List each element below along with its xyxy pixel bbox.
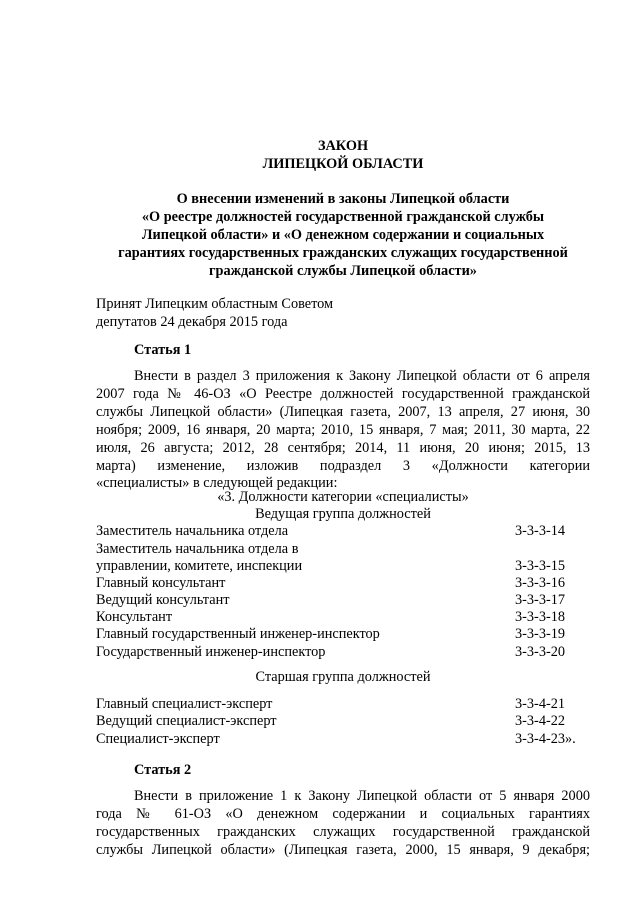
position-code: 3-3-3-20 [515, 644, 566, 660]
article-1-text-line: ноября; 2009, 16 января, 20 марта; 2010, 15 января, 7 мая; 2011, 30 марта, 22 [96, 422, 590, 438]
article-1-heading: Статья 1 [134, 342, 192, 358]
article-2-text-line: государственных гражданских служащих государственной гражданской [96, 824, 590, 840]
article-1-text-line: июля, 26 августа; 2012, 28 сентября; 2014, 11 июня, 20 июня; 2015, 13 [96, 440, 590, 456]
position-name: Главный государственный инженер-инспектор [96, 626, 380, 642]
position-code: 3-3-3-19 [515, 626, 566, 642]
article-2-heading: Статья 2 [134, 762, 192, 778]
article-1-text-line: марта) изменение, изложив подраздел 3 «Должности категории [96, 458, 590, 474]
position-name: Специалист-эксперт [96, 731, 220, 747]
position-code: 3-3-3-18 [515, 609, 566, 625]
position-code: 3-3-4-23». [515, 731, 576, 747]
article-1-text-line: 2007 года № 46-ОЗ «О Реестре должностей государственной гражданской [96, 386, 590, 402]
leading-group-title: Ведущая группа должностей [255, 506, 431, 522]
subtitle-line: О внесении изменений в законы Липецкой области [176, 191, 510, 207]
position-name: Консультант [96, 609, 173, 625]
subtitle-line: гражданской службы Липецкой области» [209, 263, 477, 279]
position-code: 3-3-3-15 [515, 558, 566, 574]
position-name: управлении, комитете, инспекции [96, 558, 303, 574]
article-2-text-line: Внести в приложение 1 к Закону Липецкой области от 5 января 2000 [134, 788, 590, 804]
position-name: Ведущий специалист-эксперт [96, 713, 277, 729]
article-1-text-line: службы Липецкой области» (Липецкая газета, 2007, 13 апреля, 27 июня, 30 [96, 404, 590, 420]
position-name: Заместитель начальника отдела [96, 523, 289, 539]
senior-group-title: Старшая группа должностей [255, 669, 431, 685]
position-code: 3-3-3-17 [515, 592, 566, 608]
law-title: ЗАКОН [317, 138, 369, 154]
article-1-text-line: «специалисты» в следующей редакции: [96, 475, 338, 491]
position-name: Государственный инженер-инспектор [96, 644, 326, 660]
subtitle-line: гарантиях государственных гражданских служащих государственной [118, 245, 568, 261]
position-name: Заместитель начальника отдела в [96, 541, 299, 557]
position-code: 3-3-3-14 [515, 523, 566, 539]
article-2-text-line: службы Липецкой области» (Липецкая газета, 2000, 15 января, 9 декабря; [96, 842, 590, 858]
position-code: 3-3-3-16 [515, 575, 566, 591]
subtitle-line: Липецкой области» и «О денежном содержании и социальных [141, 227, 545, 243]
position-name: Ведущий консультант [96, 592, 230, 608]
law-region: ЛИПЕЦКОЙ ОБЛАСТИ [262, 156, 424, 172]
section-title: «3. Должности категории «специалисты» [217, 489, 469, 505]
position-name: Главный специалист-эксперт [96, 696, 273, 712]
position-code: 3-3-4-21 [515, 696, 566, 712]
article-1-text-line: Внести в раздел 3 приложения к Закону Липецкой области от 6 апреля [134, 368, 590, 384]
adoption-line: Принят Липецким областным Советом [96, 296, 334, 312]
adoption-line: депутатов 24 декабря 2015 года [96, 314, 288, 330]
position-name: Главный консультант [96, 575, 226, 591]
article-2-text-line: года № 61-ОЗ «О денежном содержании и социальных гарантиях [96, 806, 590, 822]
subtitle-line: «О реестре должностей государственной гражданской службы [141, 209, 545, 225]
position-code: 3-3-4-22 [515, 713, 566, 729]
